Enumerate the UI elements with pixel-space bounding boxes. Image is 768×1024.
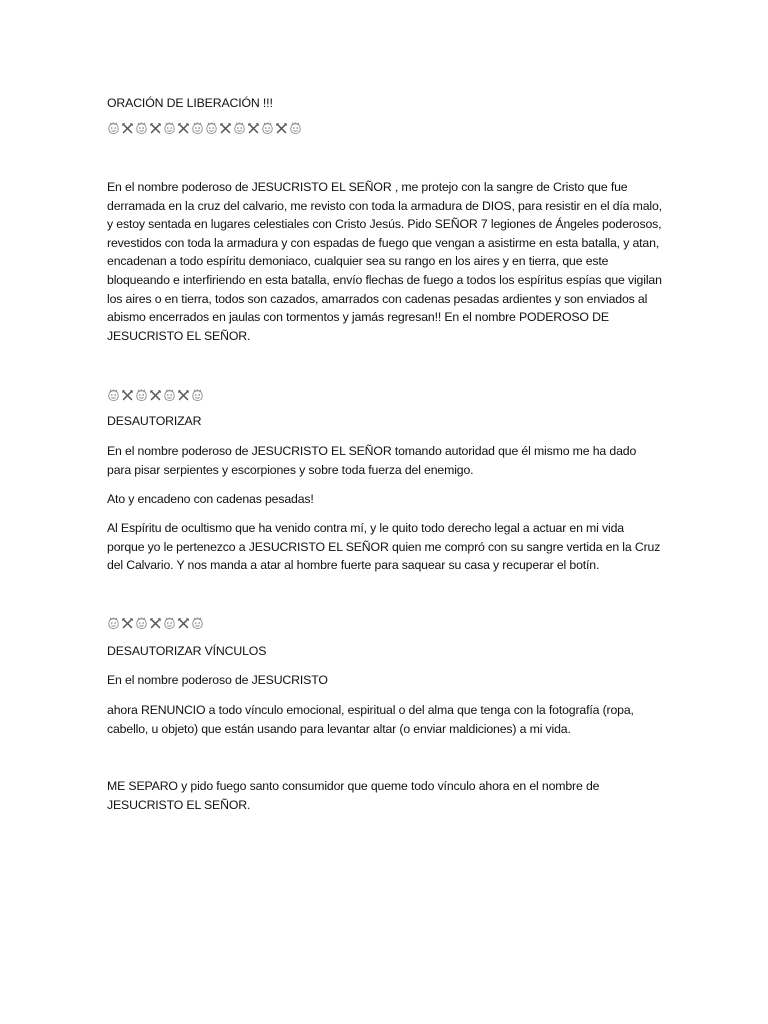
- crossed-swords-icon: [149, 617, 162, 630]
- face-emoji-icon: [107, 617, 120, 630]
- crossed-swords-icon: [121, 389, 134, 402]
- face-emoji-icon: [261, 122, 274, 135]
- face-emoji-icon: [191, 389, 204, 402]
- crossed-swords-icon: [177, 122, 190, 135]
- crossed-swords-icon: [177, 389, 190, 402]
- face-emoji-icon: [107, 122, 120, 135]
- prayer-paragraph: En el nombre poderoso de JESUCRISTO: [107, 673, 328, 687]
- prayer-paragraph: Ato y encadeno con cadenas pesadas!: [107, 492, 314, 506]
- prayer-paragraph: ME SEPARO y pido fuego santo consumidor que queme todo vínculo ahora en el nombre de JESUCRISTO EL SEÑOR.: [107, 779, 600, 812]
- crossed-swords-icon: [177, 617, 190, 630]
- prayer-paragraph: En el nombre poderoso de JESUCRISTO EL SEÑOR , me protejo con la sangre de Cristo que fue derramada en la cruz del calvario, me revisto con toda la armadura de DIOS, para resistir en el día malo, y estoy sentada en lugares celestiales con Cristo Jesús. Pido SEÑOR 7 legiones de Ángeles poderosos, revestidos con toda la armadura y con espadas de fuego que vengan a asistirme en esta batalla, y atan, encadenan a todo espíritu demoniaco, cualquier sea su rango en los aires y en tierra, que este bloqueando e interfiriendo en esta batalla, envío flechas de fuego a todos los espíritus espías que vigilan los aires o en tierra, todos son cazados, amarrados con cadenas pesadas ardientes y son enviados al abismo encerrados en jaulas con tormentos y jamás regresan!! En el nombre PODEROSO DE JESUCRISTO EL SEÑOR.: [107, 180, 662, 343]
- crossed-swords-icon: [121, 617, 134, 630]
- crossed-swords-icon: [149, 122, 162, 135]
- crossed-swords-icon: [149, 389, 162, 402]
- emoji-ornament-row: [107, 388, 204, 402]
- face-emoji-icon: [135, 617, 148, 630]
- face-emoji-icon: [191, 122, 204, 135]
- section-heading-desautorizar: DESAUTORIZAR: [107, 414, 202, 428]
- prayer-paragraph: En el nombre poderoso de JESUCRISTO EL SEÑOR tomando autoridad que él mismo me ha dado para pisar serpientes y escorpiones y sobre toda fuerza del enemigo.: [107, 444, 637, 477]
- face-emoji-icon: [163, 617, 176, 630]
- face-emoji-icon: [205, 122, 218, 135]
- face-emoji-icon: [233, 122, 246, 135]
- section-heading-desautorizar-vinculos: DESAUTORIZAR VÍNCULOS: [107, 644, 267, 658]
- crossed-swords-icon: [275, 122, 288, 135]
- crossed-swords-icon: [219, 122, 232, 135]
- face-emoji-icon: [163, 122, 176, 135]
- prayer-paragraph: Al Espíritu de ocultismo que ha venido contra mí, y le quito todo derecho legal a actuar en mi vida porque yo le pertenezco a JESUCRISTO EL SEÑOR quien me compró con su sangre vertida en la Cruz del Calvario. Y nos manda a atar al hombre fuerte para saquear su casa y recuperar el botín.: [107, 521, 661, 573]
- emoji-ornament-row: [107, 616, 204, 630]
- face-emoji-icon: [135, 122, 148, 135]
- prayer-paragraph: ahora RENUNCIO a todo vínculo emocional, espiritual o del alma que tenga con la fotografía (ropa, cabello, u objeto) que están usando para levantar altar (o enviar maldiciones) a mi vida.: [107, 703, 634, 736]
- face-emoji-icon: [289, 122, 302, 135]
- face-emoji-icon: [107, 389, 120, 402]
- face-emoji-icon: [163, 389, 176, 402]
- face-emoji-icon: [191, 617, 204, 630]
- emoji-ornament-row: [107, 121, 302, 135]
- crossed-swords-icon: [247, 122, 260, 135]
- document-title: ORACIÓN DE LIBERACIÓN !!!: [107, 96, 273, 110]
- face-emoji-icon: [135, 389, 148, 402]
- crossed-swords-icon: [121, 122, 134, 135]
